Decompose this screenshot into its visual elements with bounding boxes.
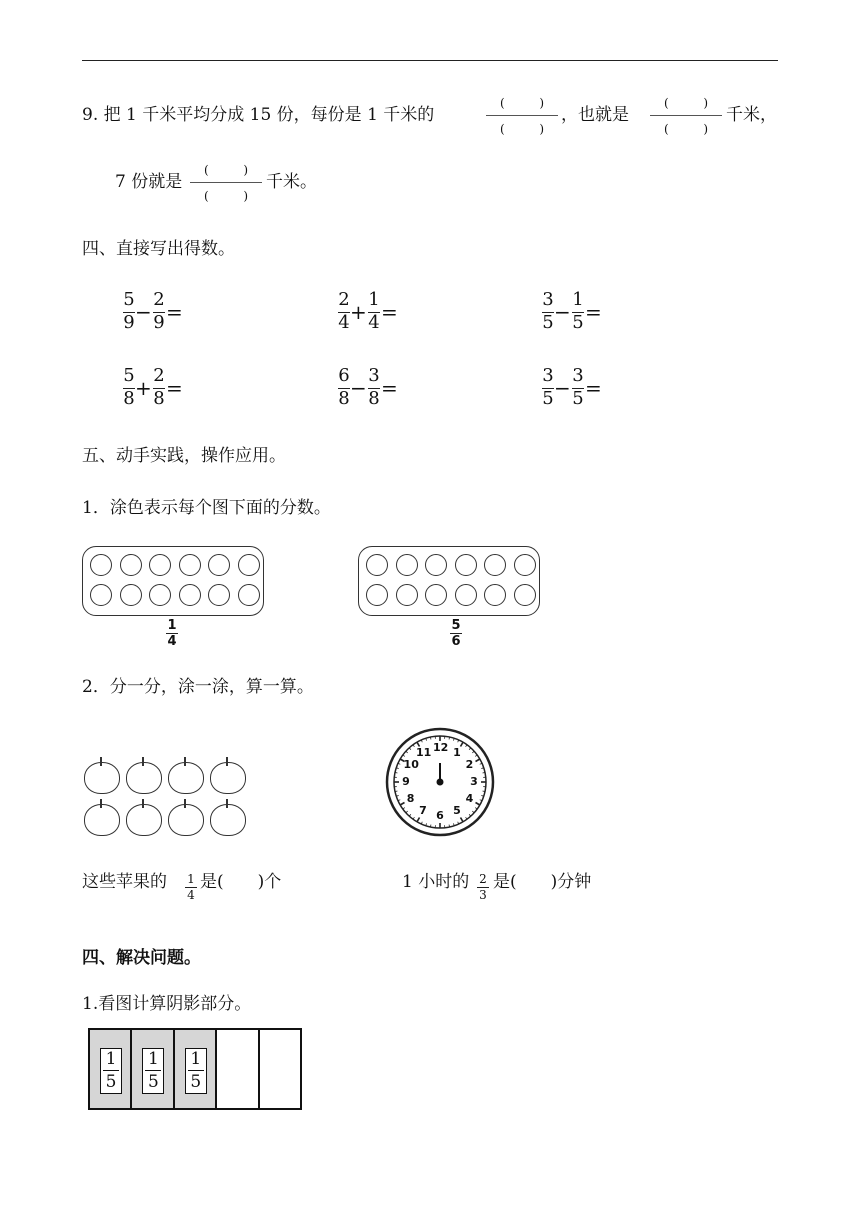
fraction: 2 8 xyxy=(153,365,165,409)
egg-tray-1[interactable] xyxy=(82,546,264,616)
equals-sign: = xyxy=(166,300,183,324)
egg-circle[interactable] xyxy=(455,554,477,576)
clock-question-suffix: 是( )分钟 xyxy=(493,872,592,892)
shaded-cell xyxy=(175,1030,217,1108)
clock-fraction: 2 3 xyxy=(477,873,489,902)
egg-circle[interactable] xyxy=(484,584,506,606)
clock-tick xyxy=(395,772,397,773)
clock-tick xyxy=(483,791,485,792)
fraction: 3 5 xyxy=(542,289,554,333)
tray1-fraction: 1 4 xyxy=(167,618,177,649)
equals-sign: = xyxy=(381,300,398,324)
cell-fraction-label: 1 5 xyxy=(100,1048,122,1094)
egg-circle[interactable] xyxy=(149,554,171,576)
egg-circle[interactable] xyxy=(396,554,418,576)
shaded-cell xyxy=(90,1030,132,1108)
operator: + xyxy=(350,300,367,324)
tray2-fraction: 5 6 xyxy=(451,618,461,649)
q9-blank-fraction-1[interactable]: ( ) ( ) xyxy=(486,90,558,142)
clock-number: 4 xyxy=(465,792,474,805)
operator: − xyxy=(554,300,571,324)
apple-icon[interactable] xyxy=(168,762,204,794)
equals-sign: = xyxy=(381,376,398,400)
q9-line2-prefix: 7 份就是 xyxy=(115,172,183,192)
clock-number: 6 xyxy=(436,809,444,822)
fraction: 1 4 xyxy=(368,289,380,333)
q9-suffix: 千米， xyxy=(726,105,777,125)
clock-tick xyxy=(483,772,485,773)
section6-title: 四、解决问题。 xyxy=(82,948,201,968)
apple-icon[interactable] xyxy=(84,762,120,794)
fraction: 6 8 xyxy=(338,365,350,409)
fraction-bar xyxy=(88,1028,302,1110)
cell-fraction-label: 1 5 xyxy=(185,1048,207,1094)
operator: − xyxy=(135,300,152,324)
operator: + xyxy=(135,376,152,400)
clock-tick xyxy=(430,825,431,827)
clock-number: 2 xyxy=(465,758,474,771)
apples-fraction: 1 4 xyxy=(185,873,197,902)
apple-icon[interactable] xyxy=(84,804,120,836)
fraction: 3 8 xyxy=(368,365,380,409)
apple-icon[interactable] xyxy=(126,804,162,836)
egg-circle[interactable] xyxy=(425,554,447,576)
fraction: 2 4 xyxy=(338,289,350,333)
clock-number: 8 xyxy=(406,792,415,805)
equals-sign: = xyxy=(166,376,183,400)
clock-number: 5 xyxy=(453,804,461,818)
egg-circle[interactable] xyxy=(120,584,142,606)
clock-number: 10 xyxy=(403,758,419,771)
clock-tick xyxy=(430,737,431,739)
egg-circle[interactable] xyxy=(366,584,388,606)
section6-q1: 1.看图计算阴影部分。 xyxy=(82,994,252,1014)
fraction: 2 9 xyxy=(153,289,165,333)
clock-tick xyxy=(395,791,397,792)
egg-circle[interactable] xyxy=(90,584,112,606)
apple-icon[interactable] xyxy=(210,762,246,794)
clock-number: 3 xyxy=(470,775,478,788)
section5-q2: 2．分一分，涂一涂，算一算。 xyxy=(82,677,314,697)
empty-cell xyxy=(260,1030,300,1108)
egg-circle[interactable] xyxy=(514,584,536,606)
clock-number: 9 xyxy=(402,775,410,788)
egg-circle[interactable] xyxy=(238,554,260,576)
apples-question-prefix: 这些苹果的 xyxy=(82,872,167,892)
egg-tray-2[interactable] xyxy=(358,546,540,616)
fraction: 3 5 xyxy=(572,365,584,409)
apple-icon[interactable] xyxy=(126,762,162,794)
equals-sign: = xyxy=(585,300,602,324)
egg-circle[interactable] xyxy=(149,584,171,606)
egg-circle[interactable] xyxy=(179,584,201,606)
q9-blank-fraction-2[interactable]: ( ) ( ) xyxy=(650,90,722,142)
fraction: 5 9 xyxy=(123,289,135,333)
apple-icon[interactable] xyxy=(168,804,204,836)
q9-blank-fraction-3[interactable]: ( ) ( ) xyxy=(190,157,262,209)
egg-circle[interactable] xyxy=(208,584,230,606)
equals-sign: = xyxy=(585,376,602,400)
egg-circle[interactable] xyxy=(514,554,536,576)
clock-number: 7 xyxy=(419,804,427,818)
q9-middle: ，也就是 xyxy=(561,105,629,125)
fraction: 3 5 xyxy=(542,365,554,409)
apples-question-suffix: 是( )个 xyxy=(200,872,282,892)
fraction: 1 5 xyxy=(572,289,584,333)
q9-prefix: 9. 把 1 千米平均分成 15 份，每份是 1 千米的 xyxy=(82,105,435,125)
clock-icon xyxy=(385,727,495,837)
egg-circle[interactable] xyxy=(484,554,506,576)
section5-title: 五、动手实践，操作应用。 xyxy=(82,446,286,466)
operator: − xyxy=(554,376,571,400)
clock-tick xyxy=(449,737,450,739)
clock-question-prefix: 1 小时的 xyxy=(402,872,470,892)
section5-q1: 1．涂色表示每个图下面的分数。 xyxy=(82,498,331,518)
cell-fraction-label: 1 5 xyxy=(142,1048,164,1094)
operator: − xyxy=(350,376,367,400)
egg-circle[interactable] xyxy=(425,584,447,606)
shaded-cell xyxy=(132,1030,174,1108)
egg-circle[interactable] xyxy=(455,584,477,606)
clock-number: 11 xyxy=(416,745,432,759)
egg-circle[interactable] xyxy=(90,554,112,576)
egg-circle[interactable] xyxy=(238,584,260,606)
egg-circle[interactable] xyxy=(208,554,230,576)
apple-icon[interactable] xyxy=(210,804,246,836)
empty-cell xyxy=(217,1030,259,1108)
clock-number: 1 xyxy=(453,745,461,759)
section4-title: 四、直接写出得数。 xyxy=(82,239,235,259)
top-rule xyxy=(82,60,778,61)
egg-circle[interactable] xyxy=(396,584,418,606)
egg-circle[interactable] xyxy=(179,554,201,576)
clock-tick xyxy=(449,825,450,827)
egg-circle[interactable] xyxy=(120,554,142,576)
clock-number: 12 xyxy=(433,741,449,754)
q9-line2-suffix: 千米。 xyxy=(266,172,317,192)
fraction: 5 8 xyxy=(123,365,135,409)
egg-circle[interactable] xyxy=(366,554,388,576)
